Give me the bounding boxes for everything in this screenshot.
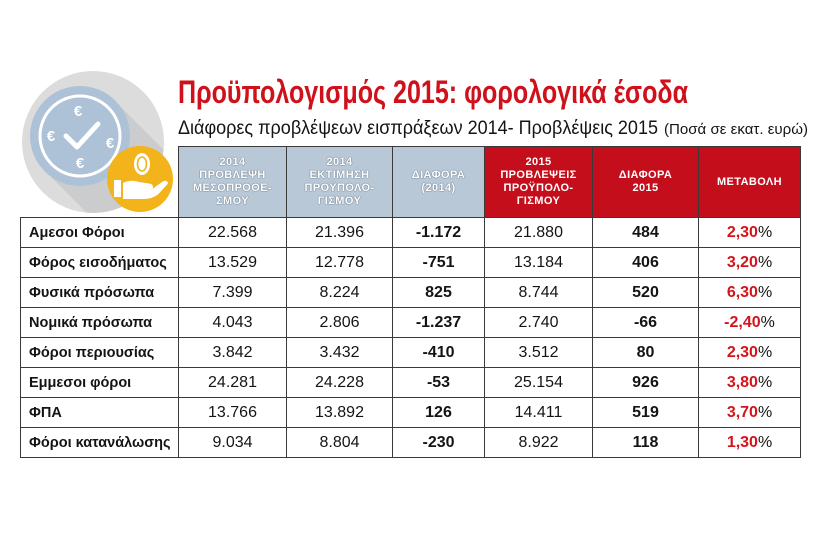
table-row: [21, 248, 801, 278]
cell-difference-2014: 126: [393, 398, 485, 428]
row-label: Νομικά πρόσωπα: [21, 308, 179, 338]
percent-sign: %: [760, 313, 775, 331]
cell-forecast-2015-budget: 21.880: [485, 218, 593, 248]
euro-icon: €: [73, 103, 83, 120]
unit-note: (Ποσά σε εκατ. ευρώ): [664, 121, 808, 138]
cell-difference-2015: 406: [593, 248, 699, 278]
cell-forecast-2014-mtfs: 13.766: [179, 398, 287, 428]
cell-forecast-2015-budget: 13.184: [485, 248, 593, 278]
cell-forecast-2014-mtfs: 3.842: [179, 338, 287, 368]
col-header-line: ΜΕΣΟΠΡΟΘΕ-: [192, 182, 273, 194]
table-row: [21, 308, 801, 338]
cell-difference-2015: 484: [593, 218, 699, 248]
row-label: Εμμεσοι φόροι: [21, 368, 179, 398]
cell-change: [699, 428, 801, 458]
heading: [170, 66, 815, 144]
percent-sign: %: [757, 403, 773, 421]
col-header-estimate-2014-budget: [287, 147, 393, 218]
cell-forecast-2015-budget: 3.512: [485, 338, 593, 368]
row-label: Αμεσοι Φόροι: [21, 218, 179, 248]
cell-estimate-2014-budget: 12.778: [287, 248, 393, 278]
table-row: [21, 218, 801, 248]
change-value: 6,30: [726, 283, 758, 301]
row-label: Φόροι κατανάλωσης: [21, 428, 179, 458]
cell-forecast-2014-mtfs: 7.399: [179, 278, 287, 308]
cell-difference-2014: -230: [393, 428, 485, 458]
table-row: [21, 368, 801, 398]
euro-icon: €: [46, 128, 56, 145]
cell-change: [699, 338, 801, 368]
cell-change: [699, 248, 801, 278]
cell-difference-2015: 520: [593, 278, 699, 308]
cell-estimate-2014-budget: 13.892: [287, 398, 393, 428]
change-value: 2,30: [726, 223, 758, 241]
col-header-forecast-2014-mtfs: [179, 147, 287, 218]
col-header-line: ΠΡΟΒΛΕΨΕΙΣ: [500, 169, 577, 181]
euro-icon: €: [75, 155, 85, 172]
change-value: 1,30: [726, 433, 758, 451]
cell-forecast-2014-mtfs: 4.043: [179, 308, 287, 338]
col-header-line: ΓΙΣΜΟΥ: [317, 195, 362, 207]
col-header-forecast-2015-budget: [485, 147, 593, 218]
row-label: Φόρος εισοδήματος: [21, 248, 179, 278]
col-header-line: 2014: [219, 156, 246, 168]
percent-sign: %: [757, 343, 773, 361]
cell-difference-2014: -751: [393, 248, 485, 278]
cell-difference-2014: 825: [393, 278, 485, 308]
cell-forecast-2015-budget: 8.744: [485, 278, 593, 308]
percent-sign: %: [757, 283, 773, 301]
col-header-line: ΠΡΟΫΠΟΛΟ-: [503, 182, 574, 194]
hand-coin-icon: [107, 146, 173, 212]
col-header-line: ΕΚΤΙΜΗΣΗ: [309, 169, 370, 181]
table-row: [21, 338, 801, 368]
col-header-difference-2014: [393, 147, 485, 218]
cell-change: [699, 368, 801, 398]
table-row: [21, 278, 801, 308]
change-value: -2,40: [724, 313, 761, 331]
col-header-line: 2015: [632, 182, 659, 194]
cell-forecast-2014-mtfs: 22.568: [179, 218, 287, 248]
page-title: Προϋπολογισμός 2015: φορολογικά έσοδα: [178, 74, 689, 110]
cell-estimate-2014-budget: 21.396: [287, 218, 393, 248]
cell-change: [699, 398, 801, 428]
cell-difference-2014: -1.237: [393, 308, 485, 338]
col-header-line: ΣΜΟΥ: [216, 195, 249, 207]
cell-change: [699, 218, 801, 248]
col-header-line: ΠΡΟΫΠΟΛΟ-: [304, 182, 375, 194]
col-header-line: ΔΙΑΦΟΡΑ: [411, 169, 466, 181]
cell-change: [699, 278, 801, 308]
change-value: 2,30: [726, 343, 758, 361]
cell-forecast-2014-mtfs: 9.034: [179, 428, 287, 458]
table-row: [21, 428, 801, 458]
cell-difference-2015: 118: [593, 428, 699, 458]
change-value: 3,70: [726, 403, 758, 421]
cell-difference-2015: 80: [593, 338, 699, 368]
row-label: Φόροι περιουσίας: [21, 338, 179, 368]
cell-difference-2014: -1.172: [393, 218, 485, 248]
cell-change: [699, 308, 801, 338]
cell-forecast-2015-budget: 14.411: [485, 398, 593, 428]
change-value: 3,80: [726, 373, 758, 391]
cell-forecast-2015-budget: 8.922: [485, 428, 593, 458]
cell-difference-2015: 519: [593, 398, 699, 428]
col-header-line: 2014: [326, 156, 353, 168]
percent-sign: %: [757, 373, 773, 391]
cell-difference-2015: -66: [593, 308, 699, 338]
cell-estimate-2014-budget: 2.806: [287, 308, 393, 338]
euro-icon: €: [105, 135, 115, 152]
cell-forecast-2014-mtfs: 13.529: [179, 248, 287, 278]
col-header-line: (2014): [421, 182, 456, 194]
change-value: 3,20: [726, 253, 758, 271]
cell-forecast-2015-budget: 2.740: [485, 308, 593, 338]
col-header-line: ΠΡΟΒΛΕΨΗ: [199, 169, 266, 181]
percent-sign: %: [757, 223, 773, 241]
cell-difference-2014: -410: [393, 338, 485, 368]
page-subtitle: Διάφορες προβλέψεων εισπράξεων 2014- Προβλέψεις 2015: [178, 118, 658, 139]
col-header-line: 2015: [525, 156, 552, 168]
col-header-line: ΔΙΑΦΟΡΑ: [618, 169, 673, 181]
cell-estimate-2014-budget: 8.804: [287, 428, 393, 458]
row-label: Φυσικά πρόσωπα: [21, 278, 179, 308]
percent-sign: %: [757, 433, 773, 451]
cell-forecast-2014-mtfs: 24.281: [179, 368, 287, 398]
budget-icon: [18, 66, 178, 218]
col-header-difference-2015: [593, 147, 699, 218]
col-header-line: ΜΕΤΑΒΟΛΗ: [716, 175, 783, 188]
cell-difference-2015: 926: [593, 368, 699, 398]
coin-icon: [134, 153, 150, 175]
cell-estimate-2014-budget: 8.224: [287, 278, 393, 308]
cell-estimate-2014-budget: 24.228: [287, 368, 393, 398]
col-header-change: [699, 147, 801, 218]
cell-estimate-2014-budget: 3.432: [287, 338, 393, 368]
percent-sign: %: [757, 253, 773, 271]
row-label: ΦΠΑ: [21, 398, 179, 428]
table-row: [21, 398, 801, 428]
cell-difference-2014: -53: [393, 368, 485, 398]
col-header-line: ΓΙΣΜΟΥ: [516, 195, 561, 207]
cell-forecast-2015-budget: 25.154: [485, 368, 593, 398]
